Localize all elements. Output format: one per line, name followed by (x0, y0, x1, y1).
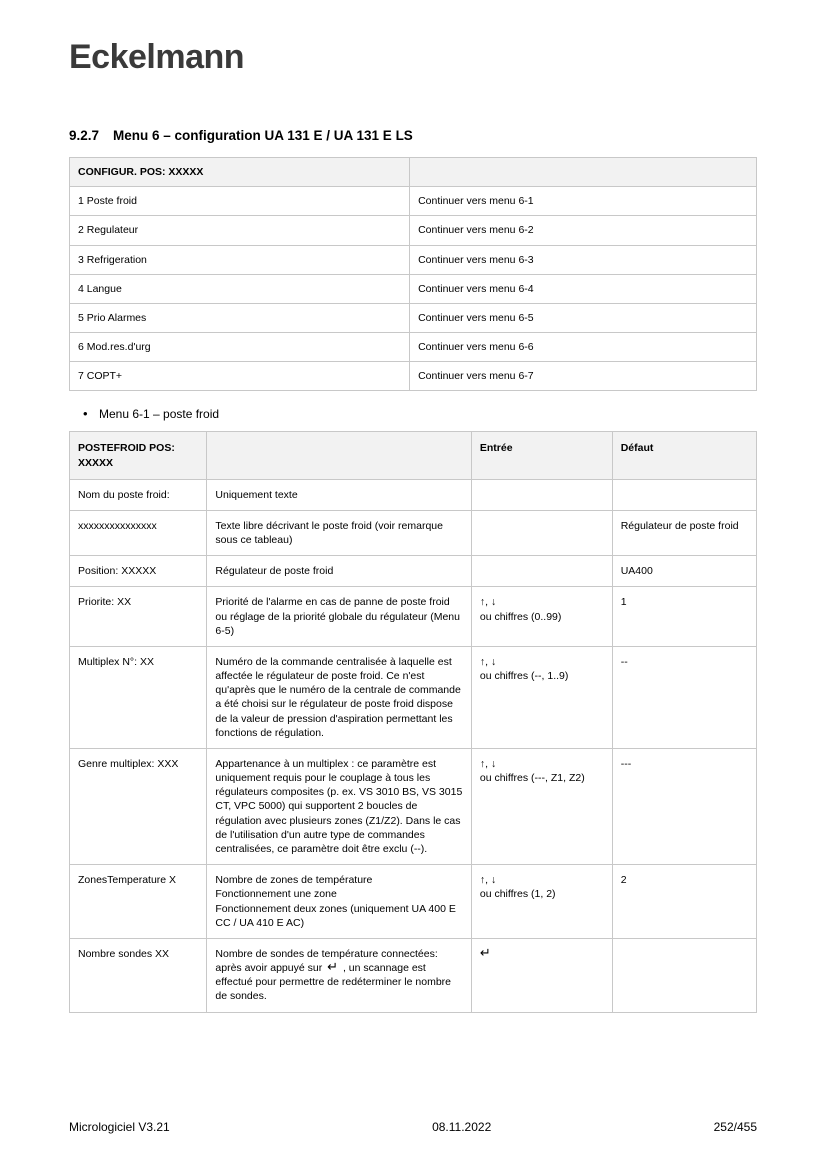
param-description (207, 938, 471, 1012)
menu-item-label: 7 COPT+ (70, 362, 410, 391)
company-logo: Eckelmann (69, 38, 245, 76)
description-line: Fonctionnement deux zones (uniquement UA 400 E CC / UA 410 E AC) (215, 902, 456, 929)
poste-froid-table (69, 431, 757, 1012)
footer-page-number: 252/455 (713, 1120, 757, 1134)
entry-arrows: ↑, ↓ (479, 655, 497, 668)
description-line: Fonctionnement une zone (215, 888, 337, 901)
description-line: Nombre de zones de température (215, 874, 373, 887)
param-name: Genre multiplex: XXX (70, 748, 207, 864)
column-header-description (207, 432, 471, 479)
description-post: , un scannage est effectué pour permettre de redéterminer le nombre de sondes. (215, 962, 451, 1003)
table-header-row (70, 158, 757, 187)
param-description: Uniquement texte (207, 479, 471, 510)
column-header-defaut: Défaut (612, 432, 756, 479)
entry-range: ou chiffres (1, 2) (479, 888, 556, 901)
menu-item-label: 5 Prio Alarmes (70, 303, 410, 332)
config-menu-table (69, 157, 757, 391)
menu-item-action: Continuer vers menu 6-5 (410, 303, 757, 332)
param-entry (471, 938, 612, 1012)
table-row (70, 245, 757, 274)
param-name: Multiplex N°: XX (70, 646, 207, 748)
param-entry (471, 865, 612, 939)
menu-item-label: 6 Mod.res.d'urg (70, 333, 410, 362)
param-name: Nom du poste froid: (70, 479, 207, 510)
param-default: 2 (612, 865, 756, 939)
param-default (612, 938, 756, 1012)
enter-key-icon: ↵ (479, 945, 491, 961)
footer-firmware: Micrologiciel V3.21 (69, 1120, 170, 1134)
section-heading (69, 128, 757, 143)
table-row (70, 333, 757, 362)
table-row (70, 216, 757, 245)
table-row (70, 556, 757, 587)
menu-item-action: Continuer vers menu 6-2 (410, 216, 757, 245)
param-description: Priorité de l'alarme en cas de panne de poste froid ou réglage de la priorité globale du régulateur (Menu 6-5) (207, 587, 471, 647)
subsection-bullet: • Menu 6-1 – poste froid (83, 407, 757, 421)
menu-item-label: 1 Poste froid (70, 187, 410, 216)
param-default: --- (612, 748, 756, 864)
table-row (70, 274, 757, 303)
entry-arrows: ↑, ↓ (479, 596, 497, 609)
entry-arrows: ↑, ↓ (479, 757, 497, 770)
param-entry (471, 479, 612, 510)
enter-key-icon: ↵ (327, 960, 339, 976)
table-row (70, 362, 757, 391)
param-default: UA400 (612, 556, 756, 587)
column-header-entree: Entrée (471, 432, 612, 479)
param-name: Position: XXXXX (70, 556, 207, 587)
menu-item-action: Continuer vers menu 6-4 (410, 274, 757, 303)
menu-item-action: Continuer vers menu 6-7 (410, 362, 757, 391)
column-header-empty (410, 158, 757, 187)
param-default (612, 479, 756, 510)
menu-item-action: Continuer vers menu 6-6 (410, 333, 757, 362)
param-description: Appartenance à un multiplex : ce paramètre est uniquement requis pour le couplage à tous les régulateurs composites (p. ex. VS 3010 BS, VS 3015 CT, VPC 5000) qui supportent 2 boucles de régulation avec plusieurs zones (Z1/Z2). Dans le cas de l'utilisation d'un autre type de commandes centralisées, ce paramètre doit être exclu (--). (207, 748, 471, 864)
menu-item-label: 2 Regulateur (70, 216, 410, 245)
menu-item-label: 4 Langue (70, 274, 410, 303)
page-footer (69, 1120, 757, 1134)
param-default: 1 (612, 587, 756, 647)
column-header-config: CONFIGUR. POS: XXXXX (70, 158, 410, 187)
table-header-row (70, 432, 757, 479)
table-row (70, 187, 757, 216)
table-row (70, 510, 757, 555)
description-pre: après avoir appuyé sur (215, 962, 323, 975)
table-row (70, 646, 757, 748)
section-title-text: Menu 6 – configuration UA 131 E / UA 131 E LS (113, 128, 413, 143)
section-number: 9.2.7 (69, 128, 100, 143)
entry-range: ou chiffres (---, Z1, Z2) (479, 772, 585, 785)
menu-item-action: Continuer vers menu 6-1 (410, 187, 757, 216)
menu-item-action: Continuer vers menu 6-3 (410, 245, 757, 274)
description-line-with-enter (215, 961, 462, 1004)
param-entry (471, 587, 612, 647)
param-description: Texte libre décrivant le poste froid (voir remarque sous ce tableau) (207, 510, 471, 555)
param-entry (471, 646, 612, 748)
param-entry (471, 556, 612, 587)
table-row (70, 938, 757, 1012)
table-row (70, 748, 757, 864)
param-name: Priorite: XX (70, 587, 207, 647)
table-row (70, 303, 757, 332)
column-header-postefroid: POSTEFROID POS: XXXXX (70, 432, 207, 479)
param-description: Régulateur de poste froid (207, 556, 471, 587)
param-name: xxxxxxxxxxxxxxx (70, 510, 207, 555)
description-line: Nombre de sondes de température connectées: (215, 947, 438, 960)
param-default: Régulateur de poste froid (612, 510, 756, 555)
param-description (207, 865, 471, 939)
menu-item-label: 3 Refrigeration (70, 245, 410, 274)
footer-date: 08.11.2022 (432, 1120, 492, 1134)
param-default: -- (612, 646, 756, 748)
page-content (69, 128, 757, 1013)
param-entry (471, 510, 612, 555)
param-entry (471, 748, 612, 864)
param-description: Numéro de la commande centralisée à laquelle est affectée le régulateur de poste froid. Ce n'est qu'après que le numéro de la centrale de commande a été choisi sur le régulateur de poste froid dispose de la valeur de pression d'aspiration permettant les fonctions de régulation. (207, 646, 471, 748)
param-name: ZonesTemperature X (70, 865, 207, 939)
param-name: Nombre sondes XX (70, 938, 207, 1012)
entry-range: ou chiffres (0..99) (479, 610, 562, 623)
entry-range: ou chiffres (--, 1..9) (479, 670, 569, 683)
table-row (70, 865, 757, 939)
table-row (70, 479, 757, 510)
entry-arrows: ↑, ↓ (479, 874, 497, 887)
table-row (70, 587, 757, 647)
